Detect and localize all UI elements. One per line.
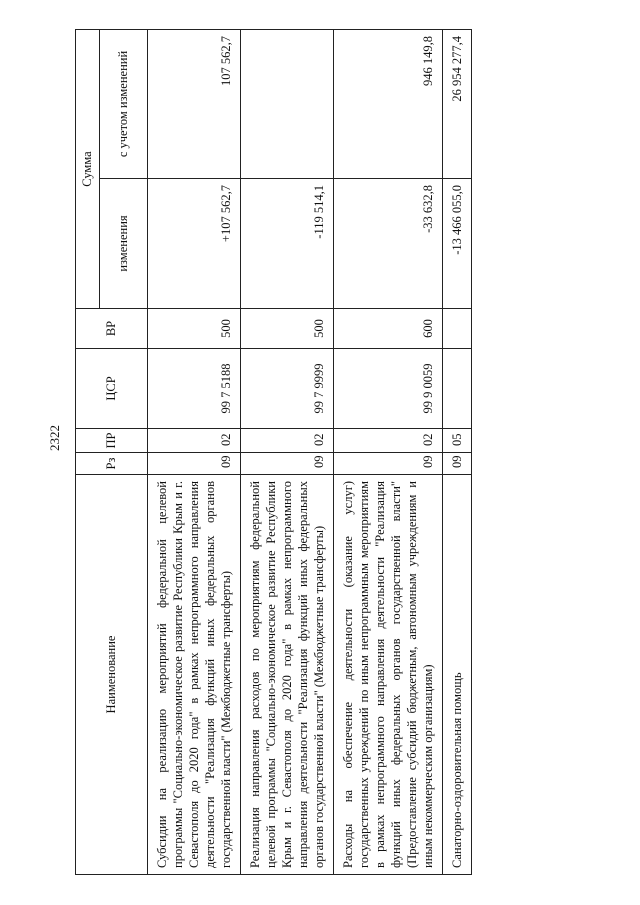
row-name: Реализация направления расходов по мероприятиям федеральной целевой программы "Социально-экономическое развитие Республики Крым и г. Севастополя до 2020 года" в рамках непрограммного направления деятельности "Реализация функций иных федеральных органов государственной власти" (Межбюджетные трансферты) xyxy=(241,475,334,875)
table-row xyxy=(334,30,443,875)
row-csr xyxy=(443,349,472,429)
row-total: 946 149,8 xyxy=(334,30,443,179)
row-vr: 500 xyxy=(241,309,334,349)
row-vr xyxy=(443,309,472,349)
row-rz: 09 xyxy=(241,453,334,475)
row-rz: 09 xyxy=(334,453,443,475)
header-pr: ПР xyxy=(76,429,148,453)
header-with-changes: с учетом изменений xyxy=(100,30,148,179)
table-row xyxy=(241,30,334,875)
row-vr: 500 xyxy=(148,309,241,349)
header-name: Наименование xyxy=(76,475,148,875)
row-total: 107 562,7 xyxy=(148,30,241,179)
row-pr: 02 xyxy=(241,429,334,453)
budget-page xyxy=(75,30,575,875)
row-csr: 99 7 5188 xyxy=(148,349,241,429)
header-change: изменения xyxy=(100,179,148,309)
header-vr: ВР xyxy=(76,309,148,349)
row-rz: 09 xyxy=(148,453,241,475)
row-pr: 02 xyxy=(334,429,443,453)
row-rz: 09 xyxy=(443,453,472,475)
budget-table-main xyxy=(75,29,472,875)
row-total xyxy=(241,30,334,179)
row-name: Расходы на обеспечение деятельности (оказание услуг) государственных учреждений по иным непрограммным мероприятиям в рамках непрограммного направления деятельности "Реализация функций иных федеральных органов государственной власти" (Предоставление субсидий бюджетным, автономным учреждениям и иным некоммерческим организациям) xyxy=(334,475,443,875)
row-pr: 05 xyxy=(443,429,472,453)
row-pr: 02 xyxy=(148,429,241,453)
row-csr: 99 7 9999 xyxy=(241,349,334,429)
table-row xyxy=(443,30,472,875)
row-change: -119 514,1 xyxy=(241,179,334,309)
row-csr: 99 9 0059 xyxy=(334,349,443,429)
row-change: -13 466 055,0 xyxy=(443,179,472,309)
row-change: +107 562,7 xyxy=(148,179,241,309)
page-number: 2322 xyxy=(47,425,62,451)
table-row xyxy=(148,30,241,875)
row-name: Санаторно-оздоровительная помощь xyxy=(443,475,472,875)
row-total: 26 954 277,4 xyxy=(443,30,472,179)
header-rz: Рз xyxy=(76,453,148,475)
row-vr: 600 xyxy=(334,309,443,349)
header-sum: Сумма xyxy=(76,30,100,309)
header-csr: ЦСР xyxy=(76,349,148,429)
row-name: Субсидии на реализацию мероприятий федеральной целевой программы "Социально-экономическое развитие Республики Крым и г. Севастополя до 2020 года" в рамках непрограммного направления деятельности "Реализация функций иных федеральных органов государственной власти" (Межбюджетные трансферты) xyxy=(148,475,241,875)
row-change: -33 632,8 xyxy=(334,179,443,309)
